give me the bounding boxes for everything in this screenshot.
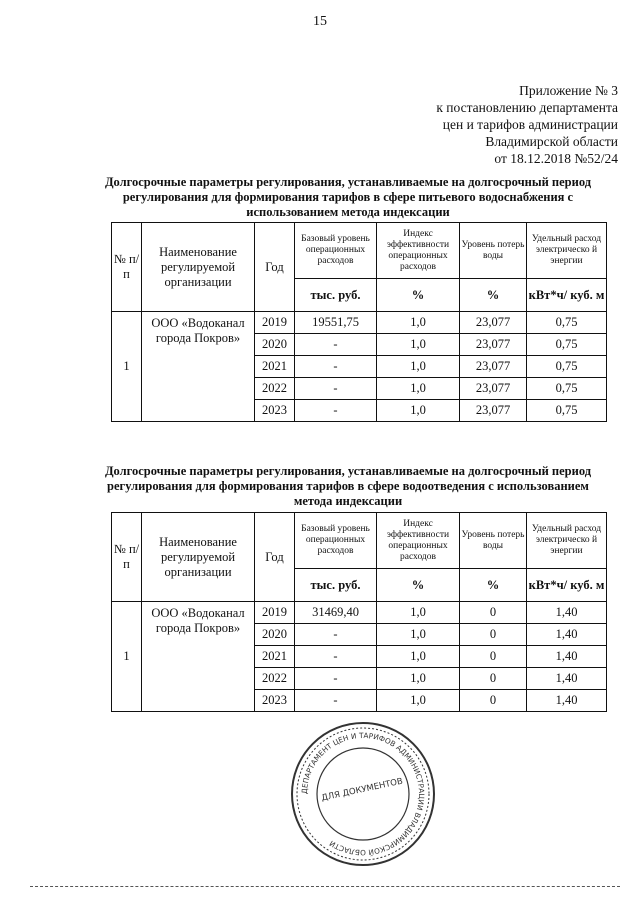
table2-title: Долгосрочные параметры регулирования, устанавливаемые на долгосрочный период регулирования для формирования тарифов в сфере водоотведения с использованием метода индексации [104, 464, 592, 508]
cell-loss: 0 [460, 624, 527, 646]
cell-index: 1,0 [377, 378, 460, 400]
appendix-line: к постановлению департамента [436, 100, 618, 115]
unit-loss: % [460, 569, 527, 602]
unit-base: тыс. руб. [295, 279, 377, 312]
cell-index: 1,0 [377, 690, 460, 712]
header-year: Год [255, 223, 295, 312]
cell-year: 2023 [255, 690, 295, 712]
unit-base: тыс. руб. [295, 569, 377, 602]
header-num: № п/п [112, 513, 142, 602]
official-stamp [289, 720, 437, 868]
cell-energy: 1,40 [527, 646, 607, 668]
unit-loss: % [460, 279, 527, 312]
cell-energy: 0,75 [527, 356, 607, 378]
header-year: Год [255, 513, 295, 602]
cell-base: - [295, 334, 377, 356]
cell-year: 2020 [255, 624, 295, 646]
row-num: 1 [112, 312, 142, 422]
cell-index: 1,0 [377, 400, 460, 422]
cell-year: 2021 [255, 646, 295, 668]
cell-energy: 0,75 [527, 334, 607, 356]
table-wastewater [111, 512, 607, 712]
cell-year: 2022 [255, 668, 295, 690]
stamp-ring-text: ДЕПАРТАМЕНТ ЦЕН И ТАРИФОВ АДМИНИСТРАЦИИ ВЛАДИМИРСКОЙ ОБЛАСТИ [299, 730, 427, 858]
cell-energy: 1,40 [527, 602, 607, 624]
cell-energy: 0,75 [527, 312, 607, 334]
cell-index: 1,0 [377, 602, 460, 624]
unit-index: % [377, 569, 460, 602]
cell-index: 1,0 [377, 356, 460, 378]
header-base: Базовый уровень операционных расходов [295, 223, 377, 279]
cell-energy: 1,40 [527, 668, 607, 690]
header-org: Наименование регулируемой организации [142, 513, 255, 602]
cell-year: 2023 [255, 400, 295, 422]
cell-loss: 23,077 [460, 356, 527, 378]
cell-index: 1,0 [377, 646, 460, 668]
cell-year: 2020 [255, 334, 295, 356]
header-loss: Уровень потерь воды [460, 513, 527, 569]
cell-energy: 1,40 [527, 624, 607, 646]
appendix-line: от 18.12.2018 №52/24 [494, 151, 618, 166]
cell-energy: 1,40 [527, 690, 607, 712]
cell-year: 2019 [255, 602, 295, 624]
org-name: ООО «Водоканал города Покров» [142, 312, 255, 422]
header-loss: Уровень потерь воды [460, 223, 527, 279]
cell-loss: 23,077 [460, 334, 527, 356]
cell-base: - [295, 690, 377, 712]
cell-loss: 0 [460, 602, 527, 624]
header-energy: Удельный расход электрическо й энергии [527, 223, 607, 279]
cell-base: - [295, 646, 377, 668]
cell-year: 2019 [255, 312, 295, 334]
cell-index: 1,0 [377, 312, 460, 334]
cell-index: 1,0 [377, 668, 460, 690]
cell-loss: 0 [460, 690, 527, 712]
cell-base: 31469,40 [295, 602, 377, 624]
cell-loss: 23,077 [460, 400, 527, 422]
cell-loss: 23,077 [460, 378, 527, 400]
unit-index: % [377, 279, 460, 312]
header-org: Наименование регулируемой организации [142, 223, 255, 312]
cell-year: 2022 [255, 378, 295, 400]
cell-year: 2021 [255, 356, 295, 378]
cell-energy: 0,75 [527, 378, 607, 400]
page-number: 15 [313, 14, 327, 29]
stamp-center-text: ДЛЯ ДОКУМЕНТОВ [320, 776, 404, 804]
cell-base: - [295, 400, 377, 422]
unit-energy: кВт*ч/ куб. м [527, 279, 607, 312]
table1-title: Долгосрочные параметры регулирования, устанавливаемые на долгосрочный период регулирования для формирования тарифов в сфере питьевого водоснабжения с использованием метода индексации [104, 175, 592, 219]
header-index: Индекс эффективности операционных расходов [377, 223, 460, 279]
cell-base: 19551,75 [295, 312, 377, 334]
cell-base: - [295, 624, 377, 646]
appendix-line: Владимирской области [485, 134, 618, 149]
appendix-line: Приложение № 3 [519, 83, 618, 98]
header-index: Индекс эффективности операционных расходов [377, 513, 460, 569]
cell-base: - [295, 668, 377, 690]
header-energy: Удельный расход электрическо й энергии [527, 513, 607, 569]
cell-index: 1,0 [377, 624, 460, 646]
org-name: ООО «Водоканал города Покров» [142, 602, 255, 712]
unit-energy: кВт*ч/ куб. м [527, 569, 607, 602]
cell-loss: 23,077 [460, 312, 527, 334]
table-row [112, 312, 607, 334]
cell-index: 1,0 [377, 334, 460, 356]
cell-base: - [295, 378, 377, 400]
appendix-line: цен и тарифов администрации [442, 117, 618, 132]
page-bottom-rule [30, 886, 620, 887]
cell-loss: 0 [460, 646, 527, 668]
table-row [112, 602, 607, 624]
cell-loss: 0 [460, 668, 527, 690]
table-water-supply [111, 222, 607, 422]
cell-energy: 0,75 [527, 400, 607, 422]
row-num: 1 [112, 602, 142, 712]
cell-base: - [295, 356, 377, 378]
appendix-block [436, 82, 618, 167]
header-base: Базовый уровень операционных расходов [295, 513, 377, 569]
header-num: № п/п [112, 223, 142, 312]
